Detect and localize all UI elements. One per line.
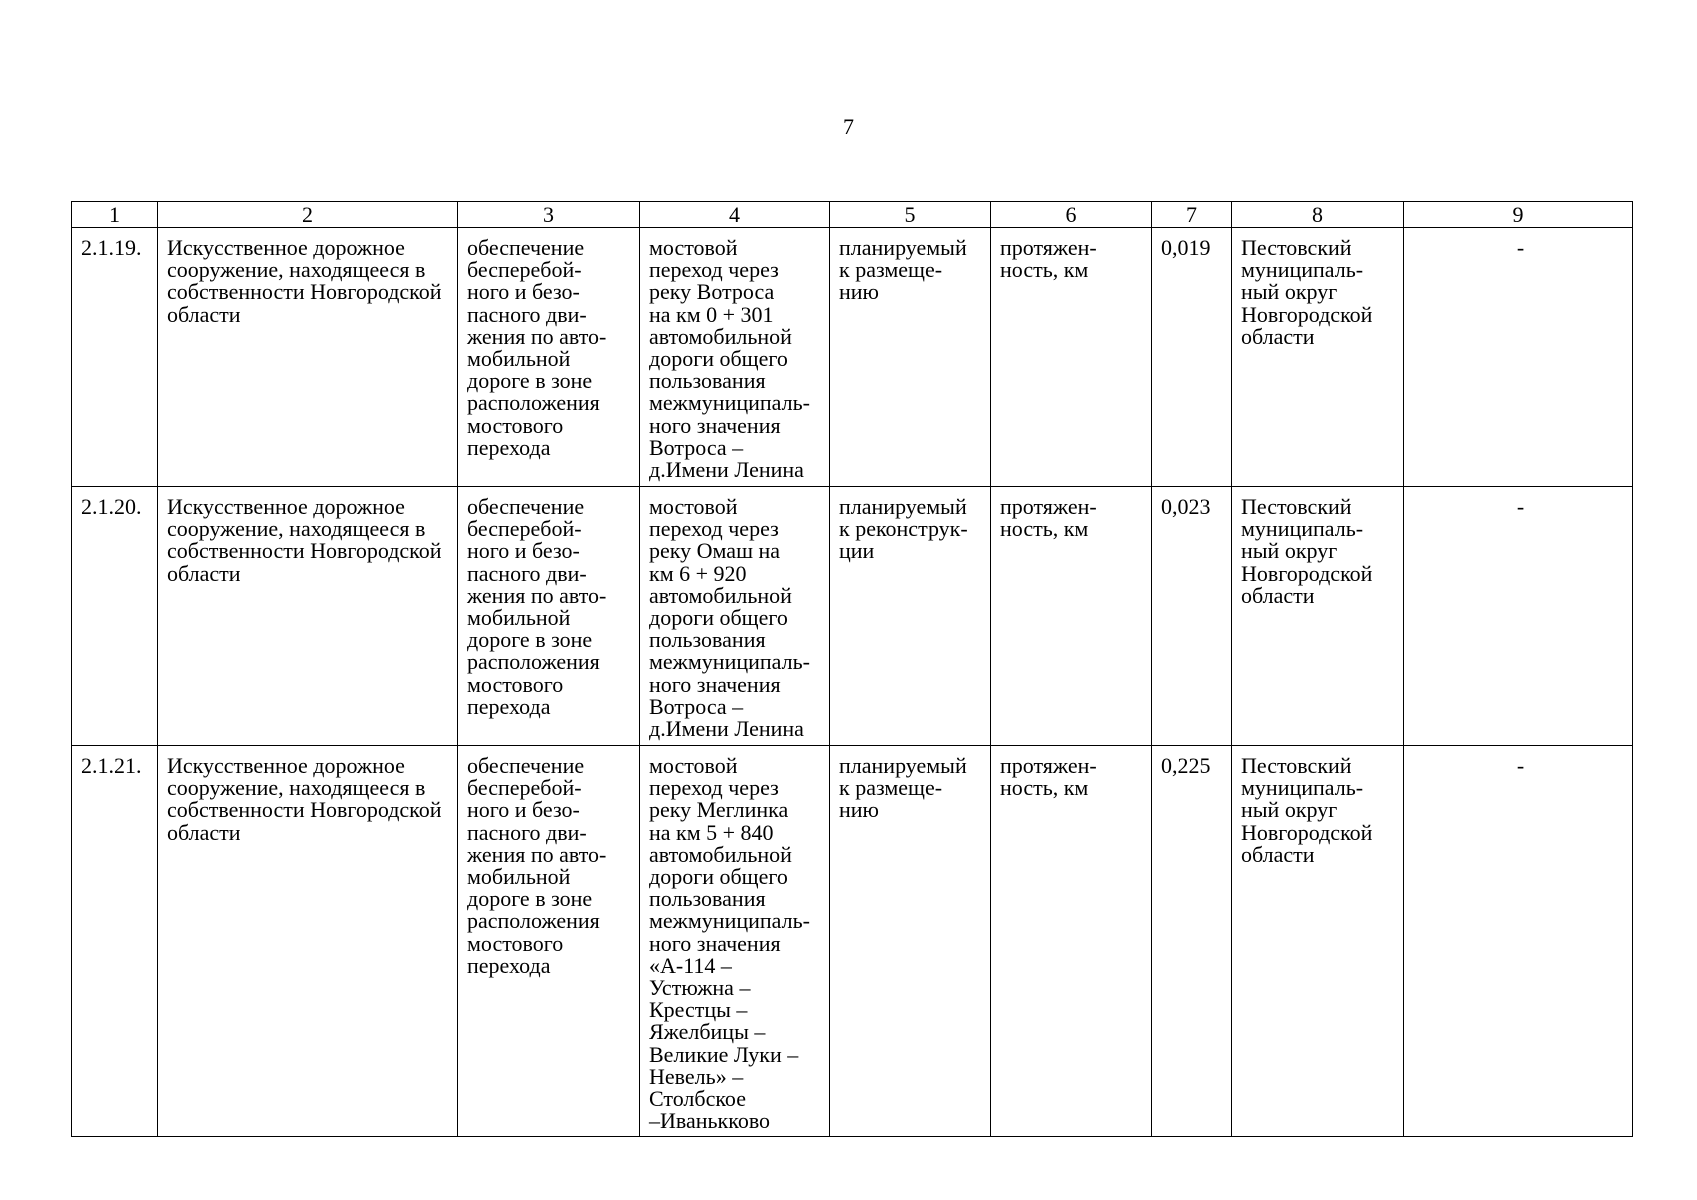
value-cell: 0,023 (1152, 487, 1232, 746)
table-row (72, 487, 1633, 746)
page-number: 7 (843, 114, 854, 139)
column-header: 3 (458, 202, 640, 228)
table-header-row (72, 202, 1633, 228)
characteristic-cell: протяжен- ность, км (991, 487, 1152, 746)
object-name-cell: Искусственное дорожное сооружение, находящееся в собственности Новгородской области (158, 487, 458, 746)
table-row (72, 746, 1633, 1137)
column-header: 8 (1232, 202, 1404, 228)
location-cell: мостовой переход через реку Меглинка на км 5 + 840 автомобильной дороги общего пользования межмуниципаль- ного значения «А-114 – Устюжна – Крестцы – Яжелбицы – Великие Луки – Невель» – Столбское –Иванькково (640, 746, 830, 1137)
object-name-cell: Искусственное дорожное сооружение, находящееся в собственности Новгородской области (158, 746, 458, 1137)
row-number-cell: 2.1.19. (72, 228, 158, 487)
column-header: 2 (158, 202, 458, 228)
characteristic-cell: протяжен- ность, км (991, 228, 1152, 487)
object-name-cell: Искусственное дорожное сооружение, находящееся в собственности Новгородской области (158, 228, 458, 487)
status-cell: планируемый к реконструк- ции (830, 487, 991, 746)
municipality-cell: Пестовский муниципаль- ный округ Новгородской области (1232, 228, 1404, 487)
table-row (72, 228, 1633, 487)
column-header: 5 (830, 202, 991, 228)
column-header: 6 (991, 202, 1152, 228)
status-cell: планируемый к размеще- нию (830, 228, 991, 487)
document-table (71, 201, 1633, 1137)
value-cell: 0,225 (1152, 746, 1232, 1137)
value-cell: 0,019 (1152, 228, 1232, 487)
characteristic-cell: протяжен- ность, км (991, 746, 1152, 1137)
note-cell: - (1404, 746, 1633, 1137)
location-cell: мостовой переход через реку Вотроса на км 0 + 301 автомобильной дороги общего пользования межмуниципаль- ного значения Вотроса – д.Имени Ленина (640, 228, 830, 487)
location-cell: мостовой переход через реку Омаш на км 6 + 920 автомобильной дороги общего пользования межмуниципаль- ного значения Вотроса – д.Имени Ленина (640, 487, 830, 746)
purpose-cell: обеспечение бесперебой- ного и безо- пасного дви- жения по авто- мобильной дороге в зоне расположения мостового перехода (458, 487, 640, 746)
purpose-cell: обеспечение бесперебой- ного и безо- пасного дви- жения по авто- мобильной дороге в зоне расположения мостового перехода (458, 746, 640, 1137)
column-header: 9 (1404, 202, 1633, 228)
column-header: 1 (72, 202, 158, 228)
status-cell: планируемый к размеще- нию (830, 746, 991, 1137)
column-header: 4 (640, 202, 830, 228)
note-cell: - (1404, 228, 1633, 487)
note-cell: - (1404, 487, 1633, 746)
row-number-cell: 2.1.21. (72, 746, 158, 1137)
column-header: 7 (1152, 202, 1232, 228)
municipality-cell: Пестовский муниципаль- ный округ Новгородской области (1232, 746, 1404, 1137)
municipality-cell: Пестовский муниципаль- ный округ Новгородской области (1232, 487, 1404, 746)
purpose-cell: обеспечение бесперебой- ного и безо- пасного дви- жения по авто- мобильной дороге в зоне расположения мостового перехода (458, 228, 640, 487)
row-number-cell: 2.1.20. (72, 487, 158, 746)
